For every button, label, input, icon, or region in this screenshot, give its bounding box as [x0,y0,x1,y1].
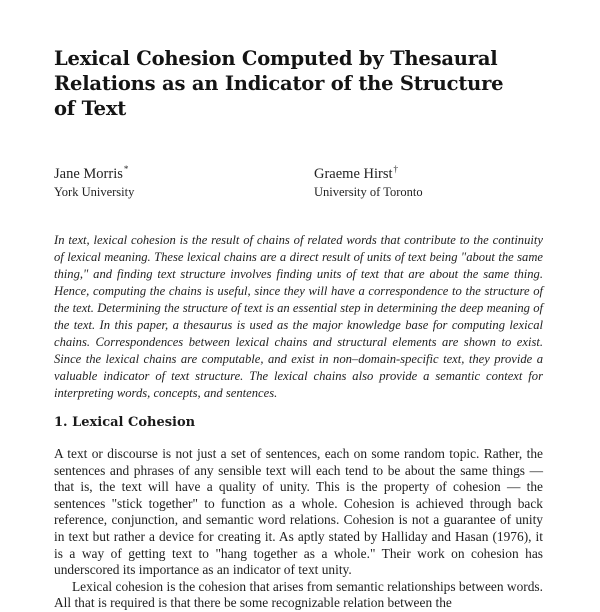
body-text [54,446,543,612]
author-name-1: Jane Morris* [54,164,129,182]
author-footnote-mark-1: * [123,164,129,174]
body-paragraph-1: A text or discourse is not just a set of sentences, each on some random topic. Rather, the sentences and phrases of any sensible text will each tend to be about the same things — that is, the text will have a quality of unity. This is the property of cohesion — the sentences "stick together" to function as a whole. Cohesion is achieved through back reference, conjunction, and semantic word relations. Cohesion is not a guarantee of unity in text but rather a device for creating it. As aptly stated by Halliday and Hasan (1976), it is a way of getting text to "hang together as a whole." Their work on cohesion has underscored its importance as an indicator of text unity. [54,446,543,578]
section-heading: 1. Lexical Cohesion [54,415,196,430]
body-paragraph-2: Lexical cohesion is the cohesion that arises from semantic relationships between words. All that is required is that there be some recognizable relation between the [54,578,543,611]
author-affiliation-2: University of Toronto [314,184,423,199]
author-block-2 [314,160,423,201]
abstract: In text, lexical cohesion is the result of chains of related words that contribute to the continuity of lexical meaning. These lexical chains are a direct result of units of text being "about the same thing," and finding text structure involves finding units of text that are about the same thing. Hence, computing the chains is useful, since they will have a correspondence to the structure of the text. Determining the structure of text is an essential step in determining the deep meaning of the text. In this paper, a thesaurus is used as the major knowledge base for computing lexical chains. Correspondences between lexical chains and structural elements are shown to exist. Since the lexical chains are computable, and exist in non–domain-specific text, they provide a valuable indicator of text structure. The lexical chains also provide a semantic context for interpreting words, concepts, and sentences. [54,233,543,400]
author-affiliation-1: York University [54,184,135,199]
author-name-2: Graeme Hirst† [314,164,399,182]
author-block-1 [54,160,134,201]
author-footnote-mark-2: † [393,164,399,174]
paper-title: Lexical Cohesion Computed by Thesaural Relations as an Indicator of the Structure of Text [54,47,504,120]
